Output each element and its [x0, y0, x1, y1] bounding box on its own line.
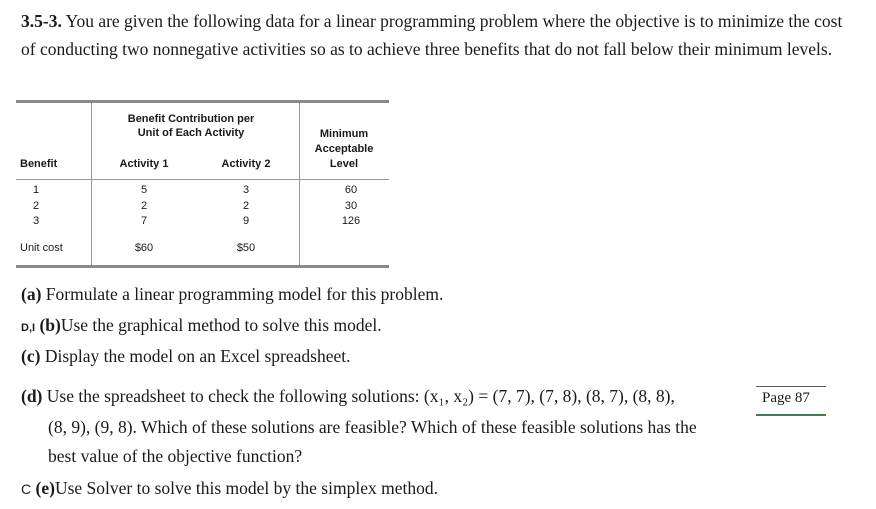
unit-cost-label: Unit cost [20, 242, 63, 254]
activity1-row2: 2 [140, 199, 148, 212]
col-header-activity1: Activity 1 [119, 158, 169, 170]
min-level-row2: 30 [344, 199, 358, 212]
page-ref-text: Page 87 [762, 390, 810, 406]
group-header-line2: Unit of Each Activity [137, 127, 245, 139]
unit-cost-activity1: $60 [134, 242, 154, 254]
group-header-line1: Benefit Contribution per [127, 113, 255, 125]
benefit-3: 3 [32, 215, 40, 227]
activity2-row1: 3 [242, 184, 250, 196]
part-d-text-line1: Use the spreadsheet to check the following solutions: (x₁, x₂) = (7, 7), (7, 8), (8, 7), (8, 8), [46, 386, 675, 406]
problem-intro-text: You are given the following data for a linear programming problem where the objective is to minimize the cost of conducting two nonnegative activities so as to achieve three benefits that do not fall below their minimum levels. [21, 11, 843, 59]
table-bottom-rule [16, 265, 389, 268]
table-col-divider-1 [91, 103, 92, 265]
activity1-row1: 5 [140, 184, 148, 196]
activity1-row3: 7 [140, 215, 148, 227]
part-d-label: (d) [21, 386, 43, 406]
problem-number: 3.5-3. [21, 11, 62, 31]
part-c [21, 344, 350, 368]
activity2-row3: 9 [242, 215, 250, 227]
part-c-label: (c) [21, 346, 41, 366]
min-header-line2: Acceptable [314, 143, 374, 155]
min-level-row1: 60 [344, 184, 358, 196]
part-a [21, 282, 443, 306]
page-reference [756, 386, 826, 415]
page-ref-bottom-line [756, 414, 826, 416]
part-e-text: Use Solver to solve this model by the simplex method. [54, 478, 438, 498]
part-a-label: (a) [21, 284, 42, 304]
benefit-table [16, 100, 389, 270]
min-level-row3: 126 [341, 215, 361, 227]
part-d-line2: (8, 9), (9, 8). Which of these solutions are feasible? Which of these feasible solutions has the [48, 417, 697, 437]
part-d [21, 384, 675, 408]
unit-cost-activity2: $50 [236, 242, 256, 254]
part-b-tag: D,I [21, 322, 36, 334]
benefit-1: 1 [32, 184, 40, 196]
part-c-text: Display the model on an Excel spreadsheet. [44, 346, 351, 366]
min-header-line1: Minimum [319, 128, 369, 140]
benefit-2: 2 [32, 199, 40, 212]
min-header-line3: Level [329, 158, 359, 170]
part-e [21, 476, 438, 501]
table-header-divider [16, 179, 389, 180]
part-e-label: (e) [35, 478, 55, 498]
part-a-text: Formulate a linear programming model for this problem. [45, 284, 444, 304]
part-b-text: Use the graphical method to solve this model. [60, 315, 382, 335]
page-ref-top-line [756, 386, 826, 387]
activity2-row2: 2 [242, 199, 250, 212]
table-col-divider-2 [299, 103, 300, 265]
table-top-rule [16, 100, 389, 103]
part-b [21, 313, 382, 340]
col-header-activity2: Activity 2 [221, 158, 271, 170]
problem-intro [21, 8, 856, 63]
part-b-label: (b) [39, 315, 61, 335]
part-e-tag: C [21, 481, 32, 497]
part-d-line3: best value of the objective function? [48, 446, 303, 466]
col-header-benefit: Benefit [20, 158, 58, 170]
